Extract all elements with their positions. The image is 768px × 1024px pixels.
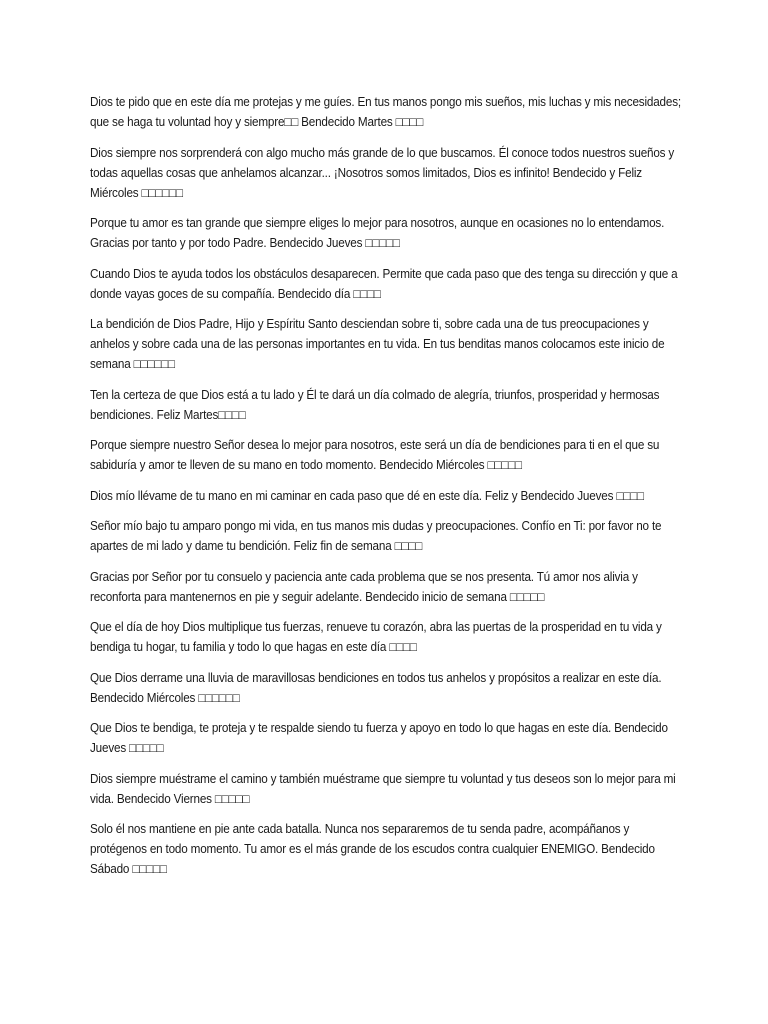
paragraph-3: Porque tu amor es tan grande que siempre eliges lo mejor para nosotros, aunque en ocasiones no lo entendamos. Gracias por tanto y por todo Padre. Bendecido Jueves □□□□□ <box>90 216 665 250</box>
document-body <box>90 92 682 890</box>
paragraph-8: Dios mío llévame de tu mano en mi caminar en cada paso que dé en este día. Feliz y Bendecido Jueves □□□□ <box>90 488 644 503</box>
paragraph-2: Dios siempre nos sorprenderá con algo mucho más grande de lo que buscamos. Él conoce todos nuestros sueños y todas aquellas cosas que anhelamos alcanzar... ¡Nosotros somos limitados, Dios es infinito! Bendecido y Feliz Miércoles □□□□□□ <box>90 145 675 200</box>
paragraph-6: Ten la certeza de que Dios está a tu lado y Él te dará un día colmado de alegría, triunfos, prosperidad y hermosas bendiciones. Feliz Martes□□□□ <box>90 387 660 422</box>
paragraph-4: Cuando Dios te ayuda todos los obstáculos desaparecen. Permite que cada paso que des tenga su dirección y que a donde vayas goces de su compañía. Bendecido día □□□□ <box>90 266 678 301</box>
paragraph-15: Solo él nos mantiene en pie ante cada batalla. Nunca nos separaremos de tu senda padre, acompáñanos y protégenos en todo momento. Tu amor es el más grande de los escudos contra cualquier ENEMIGO. Bendecido Sábado □□□□□ <box>90 822 655 876</box>
paragraph-11: Que el día de hoy Dios multiplique tus fuerzas, renueve tu corazón, abra las puertas de la prosperidad en tu vida y bendiga tu hogar, tu familia y todo lo que hagas en este día □□□□ <box>90 620 662 654</box>
paragraph-10: Gracias por Señor por tu consuelo y paciencia ante cada problema que se nos presenta. Tú amor nos alivia y reconforta para mantenernos en pie y seguir adelante. Bendecido inicio de semana □□□□□ <box>90 569 638 604</box>
paragraph-12: Que Dios derrame una lluvia de maravillosas bendiciones en todos tus anhelos y propósitos a realizar en este día. Bendecido Miércoles □□□□□□ <box>90 670 662 705</box>
paragraph-1: Dios te pido que en este día me protejas y me guíes. En tus manos pongo mis sueños, mis luchas y mis necesidades; que se haga tu voluntad hoy y siempre□□ Bendecido Martes □□□□ <box>90 95 681 129</box>
paragraph-7: Porque siempre nuestro Señor desea lo mejor para nosotros, este será un día de bendiciones para ti en el que su sabiduría y amor te lleven de su mano en todo momento. Bendecido Miércoles □□□□□ <box>90 438 660 472</box>
paragraph-13: Que Dios te bendiga, te proteja y te respalde siendo tu fuerza y apoyo en todo lo que hagas en este día. Bendecido Jueves □□□□□ <box>90 721 668 755</box>
paragraph-5: La bendición de Dios Padre, Hijo y Espíritu Santo desciendan sobre ti, sobre cada una de tus preocupaciones y anhelos y sobre cada una de las personas importantes en tu vida. En tus benditas manos colocamos este inicio de semana □□□□□□ <box>90 317 665 371</box>
paragraph-9: Señor mío bajo tu amparo pongo mi vida, en tus manos mis dudas y preocupaciones. Confío en Ti: por favor no te apartes de mi lado y dame tu bendición. Feliz fin de semana □□□□ <box>90 519 662 553</box>
paragraph-14: Dios siempre muéstrame el camino y también muéstrame que siempre tu voluntad y tus deseos son lo mejor para mi vida. Bendecido Viernes □□□□□ <box>90 771 676 806</box>
